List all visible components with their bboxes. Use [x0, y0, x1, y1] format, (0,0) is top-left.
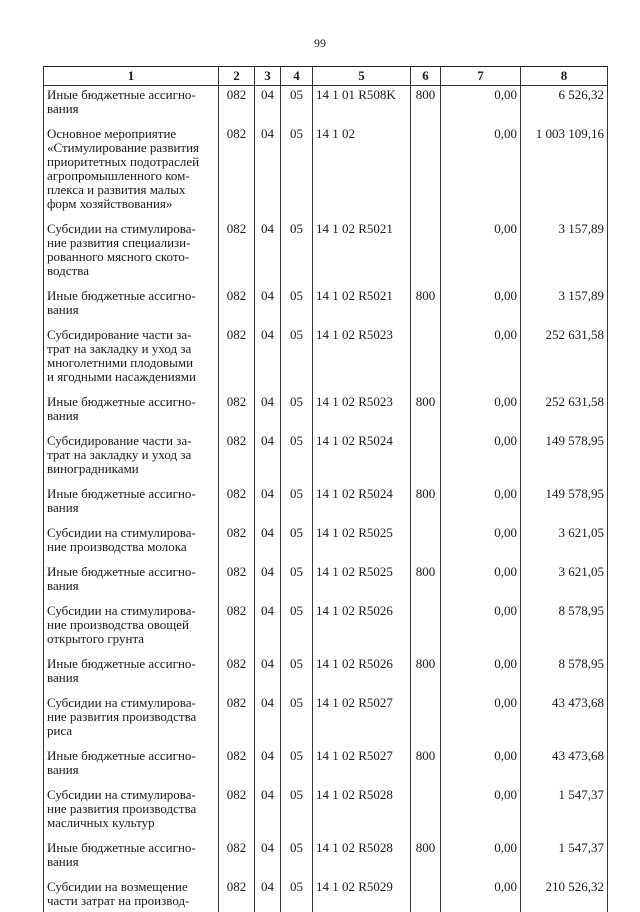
row-col7-cell: 0,00: [441, 839, 521, 878]
row-col4-cell: 05: [281, 485, 313, 524]
row-col5-cell: 14 1 02: [313, 125, 411, 220]
row-col8-cell: 3 621,05: [521, 524, 608, 563]
column-header: 6: [411, 67, 441, 86]
table-row: [44, 287, 608, 326]
column-header: 1: [44, 67, 219, 86]
row-col2-cell: 082: [219, 602, 255, 655]
row-col5-cell: 14 1 02 R5021: [313, 287, 411, 326]
row-col3-cell: 04: [255, 326, 281, 393]
row-col2-cell: 082: [219, 878, 255, 912]
row-name-cell: Субсидии на стимулирова- ние развития специализи- рованного мясного ското- водства: [44, 220, 219, 287]
table-row: [44, 220, 608, 287]
row-col2-cell: 082: [219, 220, 255, 287]
row-col2-cell: 082: [219, 86, 255, 126]
row-col8-cell: 3 621,05: [521, 563, 608, 602]
row-col3-cell: 04: [255, 786, 281, 839]
row-col2-cell: 082: [219, 655, 255, 694]
row-name-cell: Иные бюджетные ассигно- вания: [44, 747, 219, 786]
row-name-cell: Иные бюджетные ассигно- вания: [44, 86, 219, 126]
row-col8-cell: 43 473,68: [521, 694, 608, 747]
row-col8-cell: 1 547,37: [521, 839, 608, 878]
row-col3-cell: 04: [255, 839, 281, 878]
row-col2-cell: 082: [219, 326, 255, 393]
row-col5-cell: 14 1 02 R5025: [313, 524, 411, 563]
row-col8-cell: 6 526,32: [521, 86, 608, 126]
column-header: 5: [313, 67, 411, 86]
row-col5-cell: 14 1 02 R5028: [313, 839, 411, 878]
row-col7-cell: 0,00: [441, 602, 521, 655]
row-name-cell: Субсидии на стимулирова- ние производства овощей открытого грунта: [44, 602, 219, 655]
row-col4-cell: 05: [281, 878, 313, 912]
row-col2-cell: 082: [219, 125, 255, 220]
row-col2-cell: 082: [219, 485, 255, 524]
row-col3-cell: 04: [255, 655, 281, 694]
row-col4-cell: 05: [281, 86, 313, 126]
row-col8-cell: 149 578,95: [521, 432, 608, 485]
row-col4-cell: 05: [281, 432, 313, 485]
row-col4-cell: 05: [281, 602, 313, 655]
row-col3-cell: 04: [255, 524, 281, 563]
row-col4-cell: 05: [281, 563, 313, 602]
row-name-cell: Основное мероприятие «Стимулирование развития приоритетных подотраслей агропромышленного ком- плекса и развития малых форм хозяйствования»: [44, 125, 219, 220]
table-row: [44, 655, 608, 694]
row-col5-cell: 14 1 02 R5026: [313, 655, 411, 694]
table-row: [44, 86, 608, 126]
row-col7-cell: 0,00: [441, 786, 521, 839]
table-row: [44, 524, 608, 563]
row-col5-cell: 14 1 02 R5028: [313, 786, 411, 839]
row-name-cell: Субсидирование части за- трат на закладку и уход за многолетними плодовыми и ягодными насаждениями: [44, 326, 219, 393]
row-col5-cell: 14 1 02 R5026: [313, 602, 411, 655]
row-col5-cell: 14 1 02 R5024: [313, 485, 411, 524]
row-col7-cell: 0,00: [441, 125, 521, 220]
row-col6-cell: 800: [411, 485, 441, 524]
table-row: [44, 878, 608, 912]
row-col2-cell: 082: [219, 524, 255, 563]
row-col3-cell: 04: [255, 125, 281, 220]
row-col7-cell: 0,00: [441, 655, 521, 694]
row-col5-cell: 14 1 02 R5021: [313, 220, 411, 287]
row-col4-cell: 05: [281, 287, 313, 326]
row-col8-cell: 3 157,89: [521, 220, 608, 287]
column-header: 4: [281, 67, 313, 86]
table-row: [44, 563, 608, 602]
column-header: 8: [521, 67, 608, 86]
table-row: [44, 747, 608, 786]
row-col4-cell: 05: [281, 839, 313, 878]
row-col3-cell: 04: [255, 432, 281, 485]
column-header: 7: [441, 67, 521, 86]
row-col8-cell: 1 547,37: [521, 786, 608, 839]
row-name-cell: Иные бюджетные ассигно- вания: [44, 655, 219, 694]
row-col6-cell: 800: [411, 563, 441, 602]
row-name-cell: Иные бюджетные ассигно- вания: [44, 485, 219, 524]
row-col2-cell: 082: [219, 432, 255, 485]
row-col5-cell: 14 1 02 R5023: [313, 393, 411, 432]
row-col6-cell: 800: [411, 287, 441, 326]
row-col6-cell: 800: [411, 655, 441, 694]
row-col4-cell: 05: [281, 393, 313, 432]
row-col3-cell: 04: [255, 602, 281, 655]
row-col2-cell: 082: [219, 287, 255, 326]
row-col2-cell: 082: [219, 563, 255, 602]
row-col6-cell: 800: [411, 86, 441, 126]
row-col2-cell: 082: [219, 747, 255, 786]
row-col2-cell: 082: [219, 786, 255, 839]
row-name-cell: Иные бюджетные ассигно- вания: [44, 839, 219, 878]
row-col4-cell: 05: [281, 694, 313, 747]
row-name-cell: Иные бюджетные ассигно- вания: [44, 287, 219, 326]
row-name-cell: Субсидии на стимулирова- ние развития производства риса: [44, 694, 219, 747]
table-row: [44, 839, 608, 878]
row-col7-cell: 0,00: [441, 326, 521, 393]
row-col6-cell: 800: [411, 839, 441, 878]
row-col6-cell: [411, 878, 441, 912]
row-col6-cell: [411, 602, 441, 655]
page-number: 99: [314, 36, 326, 50]
table-row: [44, 326, 608, 393]
row-col3-cell: 04: [255, 747, 281, 786]
row-col6-cell: 800: [411, 393, 441, 432]
row-col6-cell: [411, 220, 441, 287]
row-col6-cell: [411, 786, 441, 839]
row-col8-cell: 149 578,95: [521, 485, 608, 524]
row-name-cell: Субсидирование части за- трат на закладку и уход за виноградниками: [44, 432, 219, 485]
row-col3-cell: 04: [255, 220, 281, 287]
row-col7-cell: 0,00: [441, 393, 521, 432]
row-col8-cell: 252 631,58: [521, 326, 608, 393]
column-header: 3: [255, 67, 281, 86]
row-col5-cell: 14 1 02 R5029: [313, 878, 411, 912]
row-col4-cell: 05: [281, 220, 313, 287]
row-name-cell: Субсидии на стимулирова- ние производства молока: [44, 524, 219, 563]
row-col7-cell: 0,00: [441, 220, 521, 287]
budget-table: [43, 66, 608, 912]
row-col4-cell: 05: [281, 125, 313, 220]
row-col4-cell: 05: [281, 326, 313, 393]
row-col3-cell: 04: [255, 393, 281, 432]
row-name-cell: Субсидии на стимулирова- ние развития производства масличных культур: [44, 786, 219, 839]
row-col5-cell: 14 1 02 R5024: [313, 432, 411, 485]
row-col6-cell: [411, 326, 441, 393]
row-col4-cell: 05: [281, 786, 313, 839]
table-row: [44, 432, 608, 485]
row-col7-cell: 0,00: [441, 287, 521, 326]
row-col6-cell: [411, 432, 441, 485]
header-row: [44, 67, 608, 86]
row-name-cell: Субсидии на возмещение части затрат на производ-: [44, 878, 219, 912]
row-col8-cell: 8 578,95: [521, 655, 608, 694]
row-col3-cell: 04: [255, 694, 281, 747]
table-row: [44, 602, 608, 655]
table-row: [44, 786, 608, 839]
row-col7-cell: 0,00: [441, 694, 521, 747]
row-col5-cell: 14 1 02 R5027: [313, 694, 411, 747]
row-col8-cell: 252 631,58: [521, 393, 608, 432]
table-row: [44, 694, 608, 747]
row-col7-cell: 0,00: [441, 485, 521, 524]
row-col6-cell: [411, 694, 441, 747]
row-col8-cell: 8 578,95: [521, 602, 608, 655]
row-name-cell: Иные бюджетные ассигно- вания: [44, 393, 219, 432]
row-col3-cell: 04: [255, 485, 281, 524]
row-col5-cell: 14 1 02 R5023: [313, 326, 411, 393]
row-col8-cell: 43 473,68: [521, 747, 608, 786]
row-col3-cell: 04: [255, 86, 281, 126]
row-col7-cell: 0,00: [441, 878, 521, 912]
row-col7-cell: 0,00: [441, 86, 521, 126]
row-col2-cell: 082: [219, 393, 255, 432]
row-col8-cell: 210 526,32: [521, 878, 608, 912]
row-col2-cell: 082: [219, 839, 255, 878]
column-header: 2: [219, 67, 255, 86]
row-col7-cell: 0,00: [441, 747, 521, 786]
row-col6-cell: [411, 524, 441, 563]
row-col7-cell: 0,00: [441, 432, 521, 485]
row-col6-cell: 800: [411, 747, 441, 786]
row-col3-cell: 04: [255, 563, 281, 602]
row-col5-cell: 14 1 02 R5025: [313, 563, 411, 602]
table-row: [44, 125, 608, 220]
table-row: [44, 485, 608, 524]
row-col7-cell: 0,00: [441, 524, 521, 563]
row-col7-cell: 0,00: [441, 563, 521, 602]
row-col4-cell: 05: [281, 655, 313, 694]
table-row: [44, 393, 608, 432]
row-col4-cell: 05: [281, 524, 313, 563]
row-col2-cell: 082: [219, 694, 255, 747]
row-col3-cell: 04: [255, 287, 281, 326]
row-col5-cell: 14 1 01 R508K: [313, 86, 411, 126]
row-col5-cell: 14 1 02 R5027: [313, 747, 411, 786]
row-col6-cell: [411, 125, 441, 220]
row-col3-cell: 04: [255, 878, 281, 912]
row-col8-cell: 1 003 109,16: [521, 125, 608, 220]
row-col4-cell: 05: [281, 747, 313, 786]
row-name-cell: Иные бюджетные ассигно- вания: [44, 563, 219, 602]
row-col8-cell: 3 157,89: [521, 287, 608, 326]
